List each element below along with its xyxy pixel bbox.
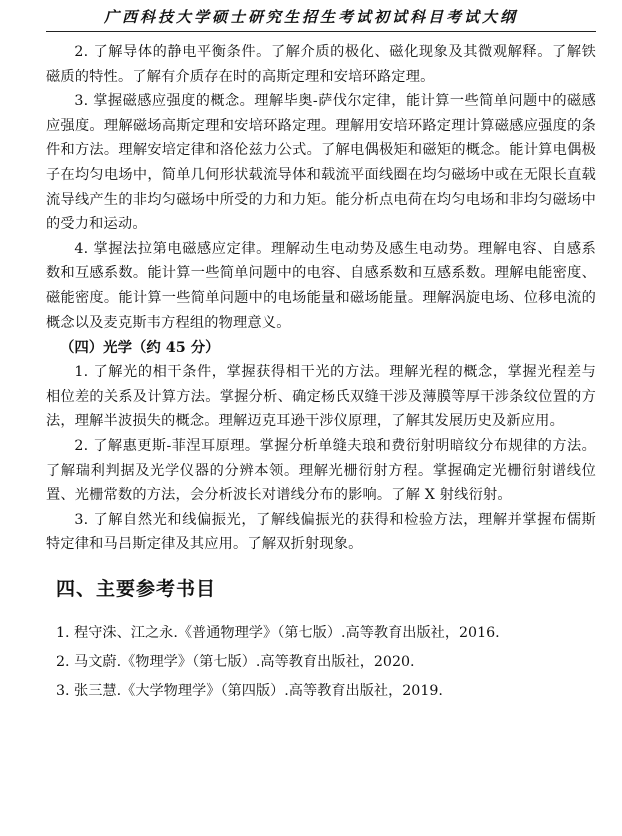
section-references-title: 四、主要参考书目 bbox=[56, 577, 217, 600]
paragraph-diffraction: 2. 了解惠更斯-菲涅耳原理。掌握分析单缝夫琅和费衍射明暗纹分布规律的方法。了解瑞利判据及光学仪器的分辨本领。理解光栅衍射方程。掌握确定光栅衍射谱线位置、光栅常数的方法，会分析波长对谱线分布的影响。了解 X 射线衍射。 bbox=[46, 437, 596, 504]
paragraph-polarization: 3. 了解自然光和线偏振光，了解线偏振光的获得和检验方法，理解并掌握布儒斯特定律和马吕斯定律及其应用。了解双折射现象。 bbox=[46, 511, 596, 553]
paragraph-conductors: 2. 了解导体的静电平衡条件。了解介质的极化、磁化现象及其微观解释。了解铁磁质的特性。了解有介质存在时的高斯定理和安培环路定理。 bbox=[46, 44, 596, 85]
subsection-optics-title: （四）光学（约 45 分） bbox=[60, 339, 220, 357]
header-divider bbox=[46, 31, 596, 32]
paragraph-interference: 1. 了解光的相干条件，掌握获得相干光的方法。理解光程的概念，掌握光程差与相位差的关系及计算方法。掌握分析、确定杨氏双缝干涉及薄膜等厚干涉条纹位置的方法，理解半波损失的概念。理解迈克耳逊干涉仪原理，了解其发展历史及新应用。 bbox=[46, 364, 596, 430]
reference-list bbox=[46, 619, 596, 706]
reference-item: 1. 程守洙、江之永.《普通物理学》（第七版）.高等教育出版社，2016. bbox=[56, 624, 500, 641]
page-header-title: 广西科技大学硕士研究生招生考试初试科目考试大纲 bbox=[103, 8, 518, 26]
reference-item: 2. 马文蔚.《物理学》（第七版）.高等教育出版社，2020. bbox=[56, 653, 415, 670]
paragraph-magnetic-induction: 3. 掌握磁感应强度的概念。理解毕奥-萨伐尔定律，能计算一些简单问题中的磁感应强度。理解磁场高斯定理和安培环路定理。理解用安培环路定理计算磁感应强度的条件和方法。理解安培定律和洛伦兹力公式。了解电偶极矩和磁矩的概念。能计算电偶极子在均匀电场中，简单几何形状载流导体和载流平面线圈在均匀磁场中或在无限长直载流导线产生的非均匀磁场中所受的力和力矩。能分析点电荷在均匀电场和非均匀磁场中的受力和运动。 bbox=[46, 93, 596, 233]
paragraph-electromagnetic-induction: 4. 掌握法拉第电磁感应定律。理解动生电动势及感生电动势。理解电容、自感系数和互感系数。能计算一些简单问题中的电容、自感系数和互感系数。理解电能密度、磁能密度。能计算一些简单问题中的电场能量和磁场能量。理解涡旋电场、位移电流的概念以及麦克斯韦方程组的物理意义。 bbox=[46, 240, 596, 331]
reference-item: 3. 张三慧.《大学物理学》（第四版）.高等教育出版社，2019. bbox=[56, 682, 443, 699]
document-body bbox=[46, 40, 596, 706]
